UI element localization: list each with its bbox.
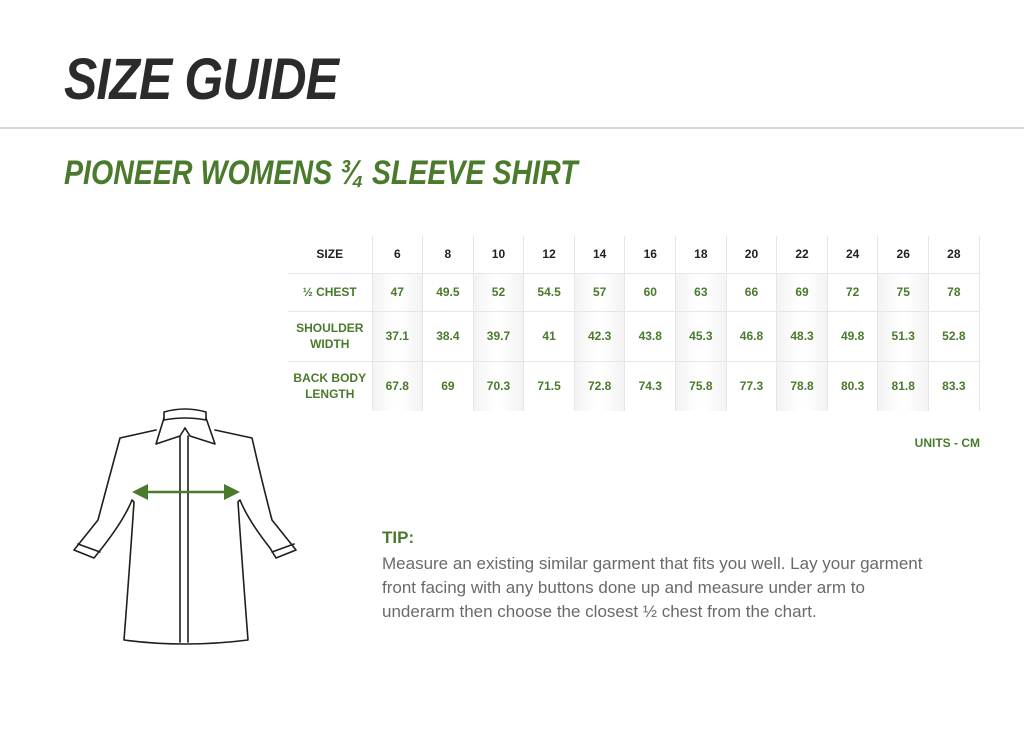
table-cell: 39.7 [473,311,524,361]
table-cell: 77.3 [726,361,777,411]
tip-heading: TIP: [382,528,415,547]
table-cell: 63 [676,273,727,311]
table-cell: 67.8 [372,361,423,411]
table-cell: 71.5 [524,361,575,411]
table-cell: 45.3 [676,311,727,361]
units-label: UNITS - CM [914,436,980,450]
table-cell: 69 [423,361,474,411]
size-header-cell: 14 [574,236,625,273]
size-header-cell: 16 [625,236,676,273]
table-cell: 72.8 [574,361,625,411]
size-header-cell: 10 [473,236,524,273]
table-cell: 41 [524,311,575,361]
table-cell: 52.8 [929,311,980,361]
table-cell: 75 [878,273,929,311]
row-label-line: SHOULDER [296,321,364,335]
row-label-line: WIDTH [310,337,350,351]
size-header-cell: 22 [777,236,828,273]
row-label-line: LENGTH [305,387,355,402]
table-cell: 74.3 [625,361,676,411]
table-cell: 54.5 [524,273,575,311]
table-cell: 60 [625,273,676,311]
shirt-measurement-icon [68,402,304,652]
table-cell: 47 [372,273,423,311]
size-header-cell: 8 [423,236,474,273]
table-row-back-length [288,361,979,411]
size-header-row [288,236,979,273]
table-row-chest [288,273,979,311]
product-title: PIONEER WOMENS ¾ SLEEVE SHIRT [64,154,578,192]
table-cell: 49.8 [827,311,878,361]
table-cell: 48.3 [777,311,828,361]
table-cell: 78 [929,273,980,311]
size-corner-label: SIZE [316,247,344,262]
size-table [288,236,980,411]
header-divider [0,127,1024,129]
size-header-cell: 28 [929,236,980,273]
table-cell: 70.3 [473,361,524,411]
table-cell: 51.3 [878,311,929,361]
size-header-cell: 6 [372,236,423,273]
size-header-cell: 26 [878,236,929,273]
table-cell: 38.4 [423,311,474,361]
table-cell: 72 [827,273,878,311]
row-label-shoulder [288,311,372,361]
size-header-cell: 12 [524,236,575,273]
row-label-line: BACK BODY [293,371,367,386]
table-row-shoulder [288,311,979,361]
page-title: SIZE GUIDE [64,47,339,112]
table-cell: 52 [473,273,524,311]
table-cell: 49.5 [423,273,474,311]
table-cell: 83.3 [929,361,980,411]
size-header-cell: 18 [676,236,727,273]
table-cell: 43.8 [625,311,676,361]
table-cell: 46.8 [726,311,777,361]
table-cell: 66 [726,273,777,311]
row-label-chest: ½ CHEST [302,285,357,299]
table-cell: 78.8 [777,361,828,411]
table-cell: 81.8 [878,361,929,411]
table-cell: 80.3 [827,361,878,411]
size-header-cell: 24 [827,236,878,273]
table-cell: 42.3 [574,311,625,361]
tip-text: Measure an existing similar garment that fits you well. Lay your garment front facing with any buttons done up and measure under arm to underarm then choose the closest ½ chest from the chart. [382,554,923,621]
size-header-cell: 20 [726,236,777,273]
table-cell: 37.1 [372,311,423,361]
table-cell: 57 [574,273,625,311]
table-cell: 69 [777,273,828,311]
table-cell: 75.8 [676,361,727,411]
